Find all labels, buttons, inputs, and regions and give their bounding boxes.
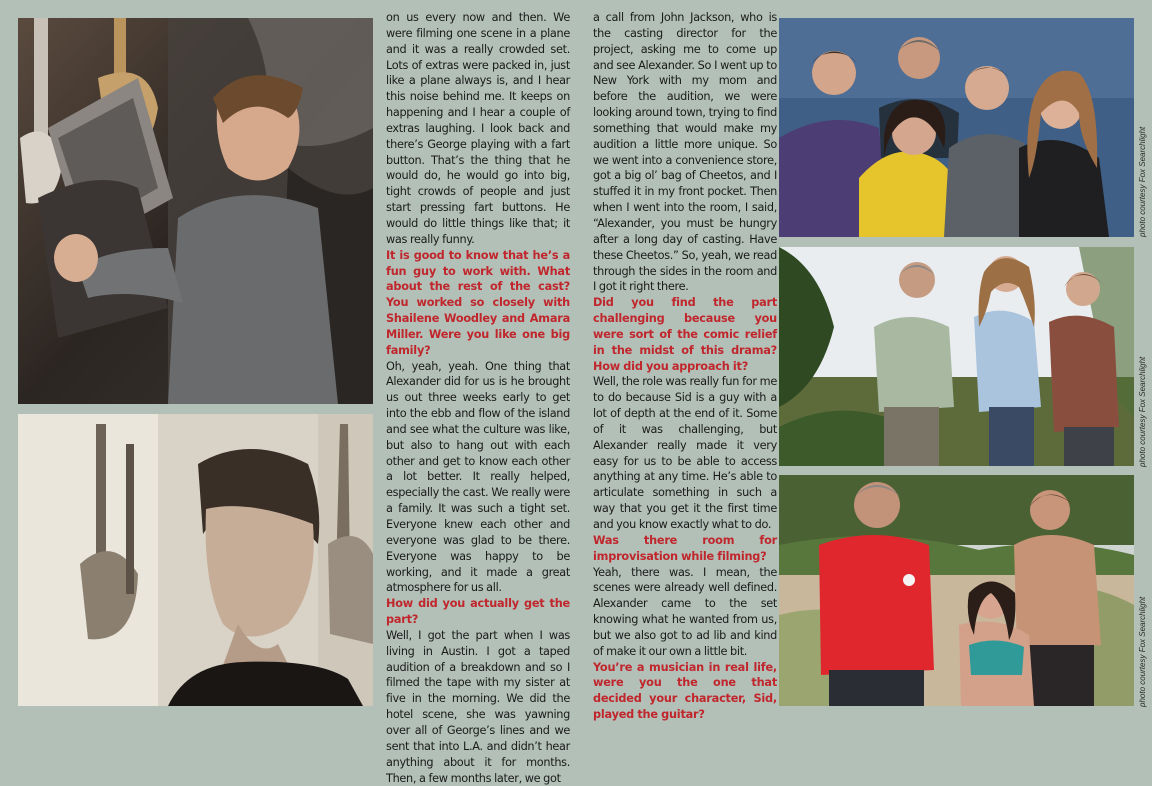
article-column-1: [386, 10, 570, 785]
photo-cast-group: [779, 18, 1134, 237]
column1-body-1: on us every now and then. We were filming one scene in a plane and it was a really crowded set. Lots of extras were packed in, just like a plane always is, and I hear this noise behind me. It keeps on happening and I hear a couple of extras laughing. I look back and there’s George playing with a fart button. That’s the thing that he would do, he would go into big, tight crowds of people and just start pressing fart buttons. He would do little things like that; it was really funny.: [386, 11, 570, 246]
column1-question-1: It is good to know that he’s a fun guy to work with. What about the rest of the cast? You worked so closely with Shailene Woodley and Amara Miller. Were you like one big family?: [386, 248, 570, 357]
article-column-2: [593, 10, 777, 722]
photo-actor-portrait-sepia: [18, 414, 373, 706]
column1-body-3: Well, I got the part when I was living in Austin. I got a taped audition of a breakdown and so I filmed the tape with my sister at five in the morning. We did the hotel scene, she was yawning over all of George’s lines and we sent that into L.A. and didn’t hear anything about it for months. Then, a few months later, we got: [386, 628, 570, 785]
photo-credit-1: photo courtesy Fox Searchlight: [1138, 126, 1147, 237]
column1-question-2: How did you actually get the part?: [386, 597, 570, 627]
photo-credit-2: photo courtesy Fox Searchlight: [1138, 356, 1147, 467]
column2-question-2: Was there room for improvisation while filming?: [593, 533, 777, 563]
column2-body-1: a call from John Jackson, who is the casting director for the project, asking me to come up and see Alexander. So I went up to New York with my mom and before the audition, we were looking around town, trying to find something that would make my audition a little more unique. So we went into a convenience store, got a big ol’ bag of Cheetos, and I stuffed it in my front pocket. Then when I went into the room, I said, “Alexander, you must be hungry after a long day of casting. Have these Cheetos.” So, yeah, we read through the sides in the room and I got it right there.: [593, 11, 777, 294]
photo-credit-3: photo courtesy Fox Searchlight: [1138, 596, 1147, 707]
column2-question-3: You’re a musician in real life, were you the one that decided your character, Sid, played the guitar?: [593, 660, 777, 722]
photo-beach-red-shirt: [779, 475, 1134, 706]
column2-body-3: Yeah, there was. I mean, the scenes were already well defined. Alexander came to the set knowing what he wanted from us, but we also got to ad lib and kind of make it our own a little bit.: [593, 565, 777, 658]
column2-body-2: Well, the role was really fun for me to do because Sid is a guy with a lot of depth at the end of it. Some of it was challenging, but Alexander really made it very easy for us to be able to access anything at any time. He’s able to articulate something in such a way that you get it the first time and you know exactly what to do.: [593, 375, 777, 531]
photo-actor-with-amp: [18, 18, 373, 404]
column2-question-1: Did you find the part challenging because you were sort of the comic relief in the midst of this drama? How did you approach it?: [593, 296, 777, 373]
column1-body-2: Oh, yeah, yeah. One thing that Alexander did for us is he brought us out three weeks early to get into the ebb and flow of the island and see what the culture was like, but also to hang out with each other and get to know each other a lot better. It really helped, especially the cast. We really were a family. It was such a tight set. Everyone knew each other and everyone was glad to be there. Everyone was happy to be working, and it made a great atmosphere for us all.: [386, 359, 570, 595]
photo-beach-trio: [779, 247, 1134, 466]
